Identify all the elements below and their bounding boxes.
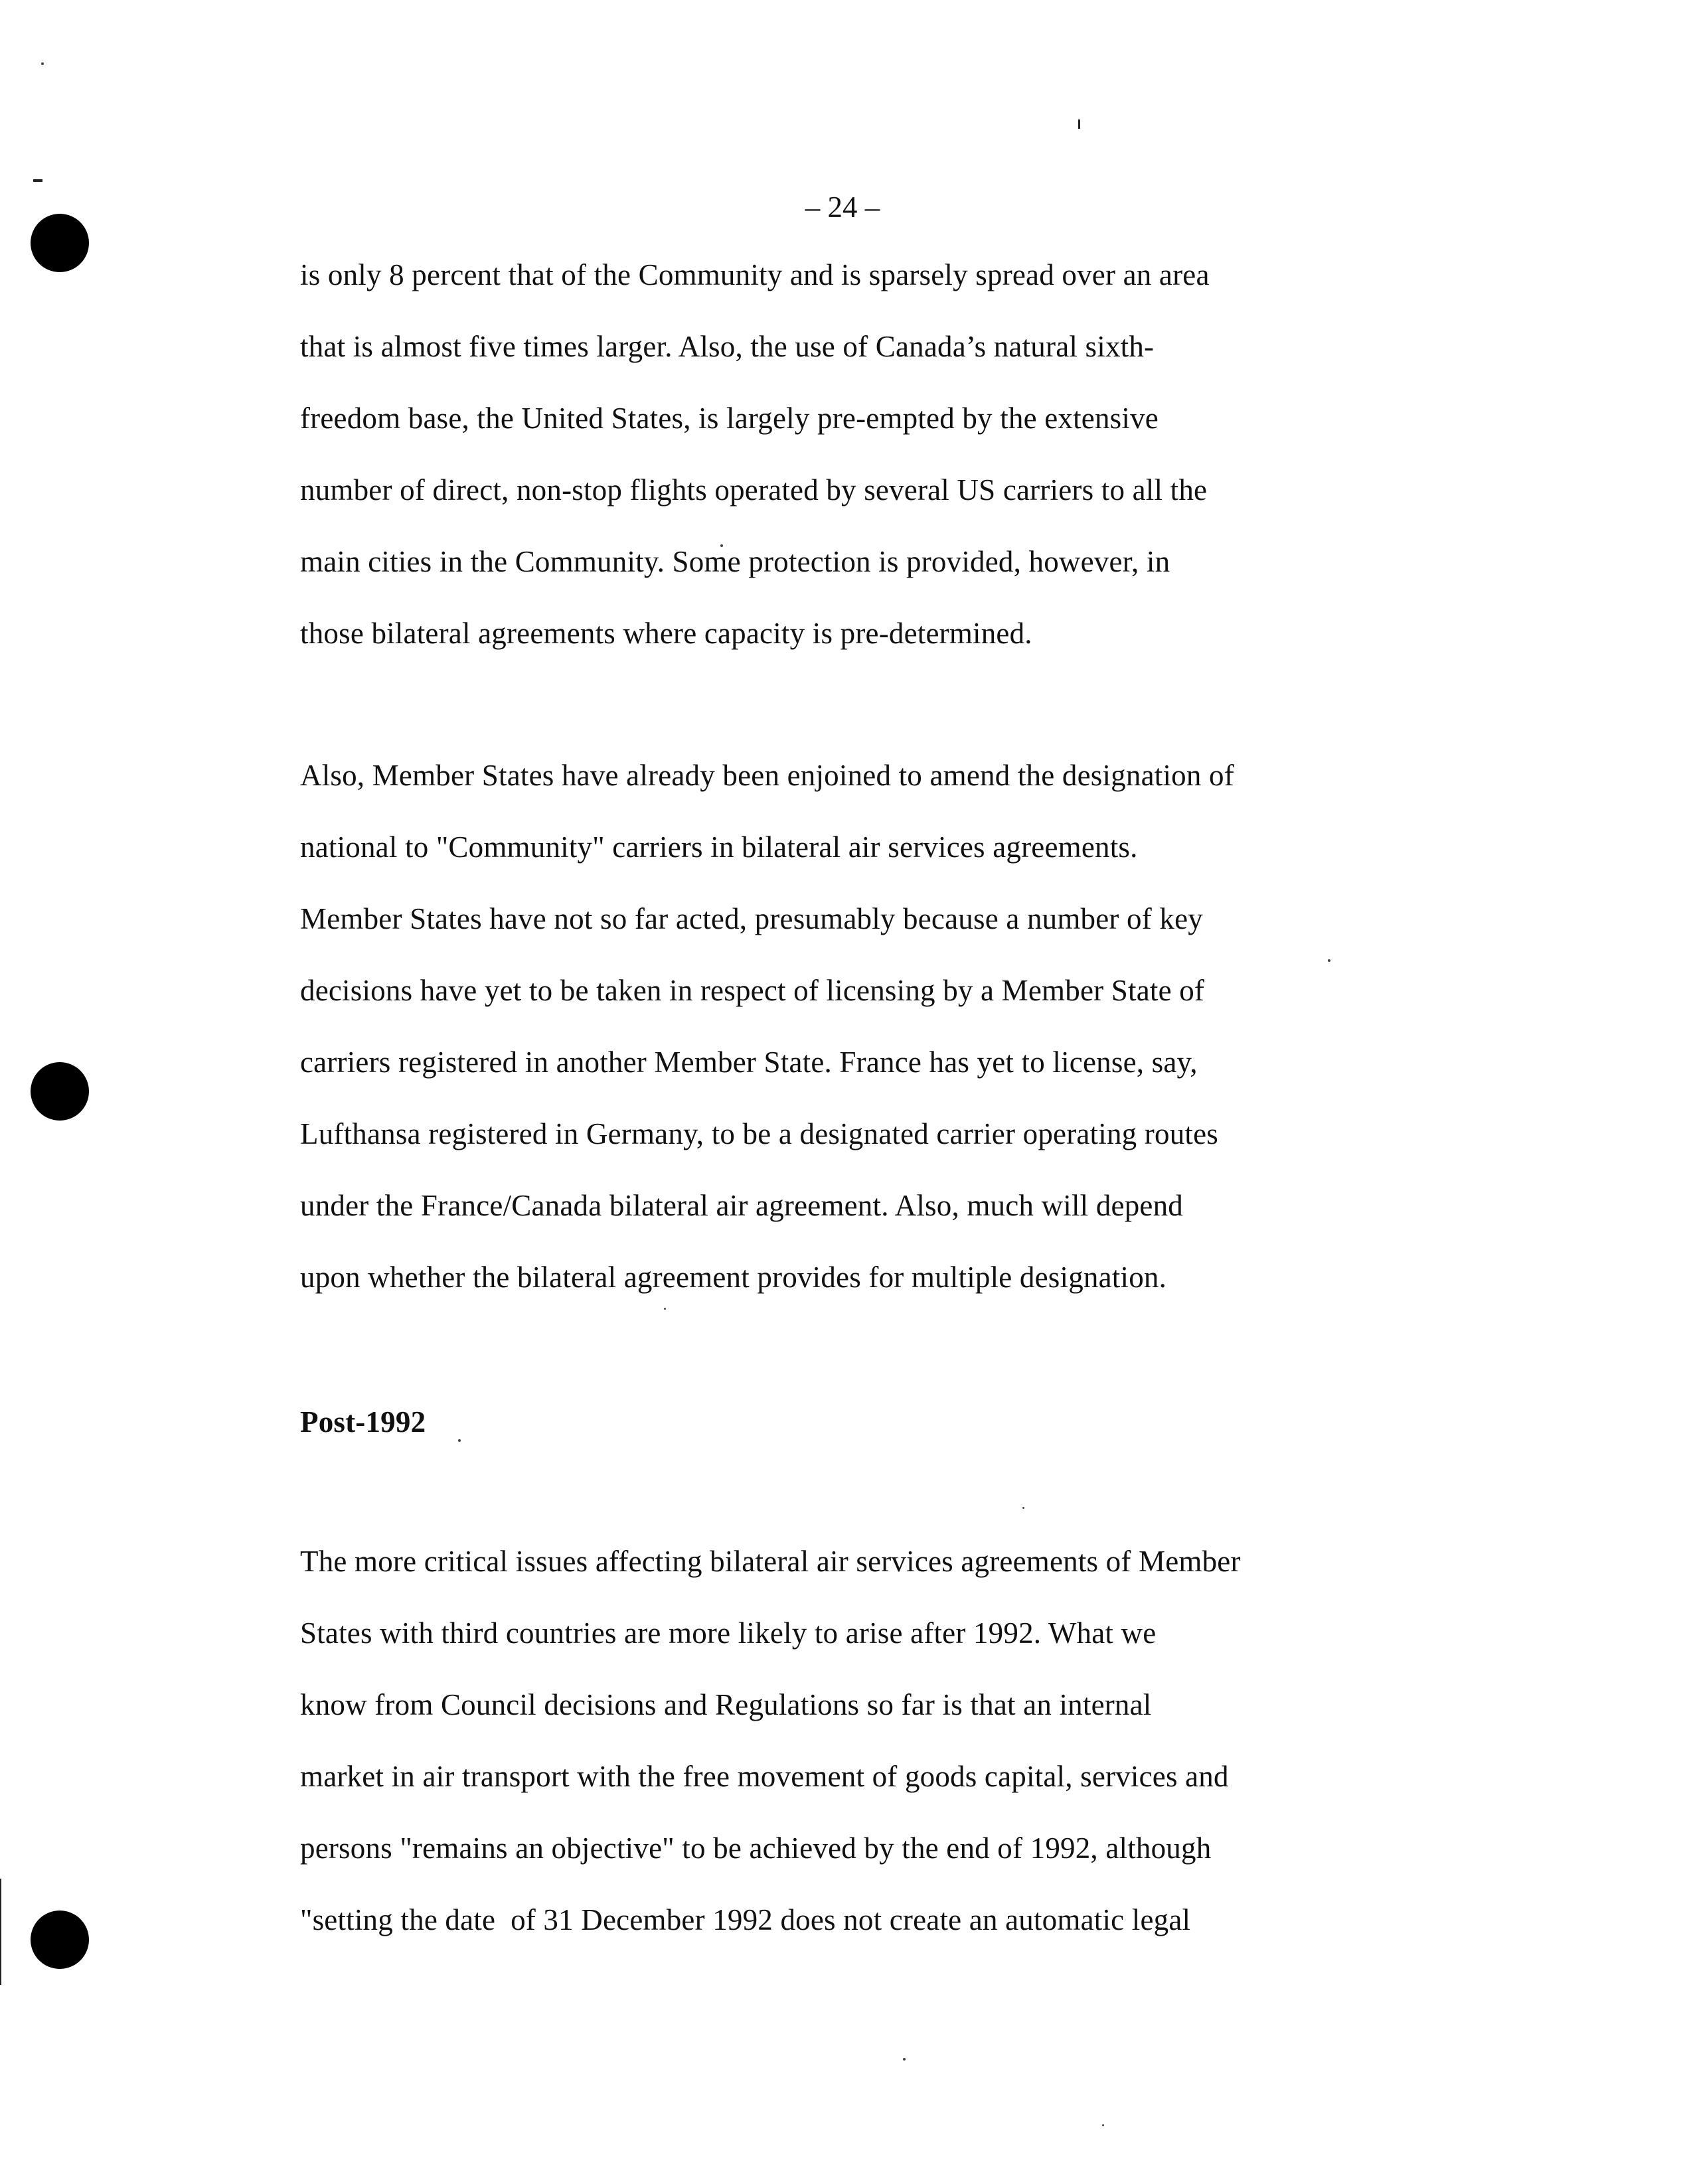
scan-speck (1022, 1507, 1024, 1509)
scan-speck (1328, 959, 1330, 962)
paragraph-1-line: is only 8 percent that of the Community and is sparsely spread over an area (300, 258, 1210, 291)
paragraph-3-line: know from Council decisions and Regulations so far is that an internal (300, 1688, 1152, 1721)
paragraph-1-line: freedom base, the United States, is largely pre-empted by the extensive (300, 402, 1159, 435)
paragraph-2-line: carriers registered in another Member State. France has yet to license, say, (300, 1046, 1198, 1079)
scan-speck (1102, 2124, 1104, 2126)
scan-mark (33, 179, 42, 182)
paragraph-2-line: national to "Community" carriers in bilateral air services agreements. (300, 830, 1138, 864)
paragraph-2-line: Also, Member States have already been enjoined to amend the designation of (300, 759, 1234, 792)
paragraph-2-line: Lufthansa registered in Germany, to be a designated carrier operating routes (300, 1117, 1218, 1150)
paragraph-2-line: decisions have yet to be taken in respect of licensing by a Member State of (300, 974, 1205, 1007)
paragraph-2-line: under the France/Canada bilateral air agreement. Also, much will depend (300, 1189, 1183, 1222)
scan-mark (0, 1879, 1, 1985)
scan-speck (903, 2058, 906, 2061)
paragraph-3-line: The more critical issues affecting bilateral air services agreements of Member (300, 1545, 1241, 1578)
paragraph-1-line: those bilateral agreements where capacity is pre-determined. (300, 617, 1032, 650)
scan-speck (458, 1439, 461, 1442)
section-heading: Post-1992 (300, 1405, 426, 1439)
paragraph-3-line: "setting the date of 31 December 1992 does not create an automatic legal (300, 1903, 1191, 1936)
scan-mark (1078, 119, 1080, 129)
paragraph-3-line: persons "remains an objective" to be achieved by the end of 1992, although (300, 1832, 1212, 1865)
paragraph-2-line: upon whether the bilateral agreement provides for multiple designation. (300, 1261, 1167, 1294)
punch-hole-middle (31, 1062, 89, 1121)
scan-speck (664, 1308, 666, 1310)
paragraph-1-line: main cities in the Community. Some protection is provided, however, in (300, 545, 1170, 578)
page-number: – 24 – (805, 191, 880, 224)
paragraph-3-line: States with third countries are more likely to arise after 1992. What we (300, 1616, 1157, 1650)
paragraph-1-line: number of direct, non-stop flights operated by several US carriers to all the (300, 473, 1208, 507)
paragraph-3-line: market in air transport with the free movement of goods capital, services and (300, 1760, 1229, 1793)
scan-speck (41, 62, 44, 65)
punch-hole-bottom (31, 1911, 89, 1969)
paragraph-2-line: Member States have not so far acted, presumably because a number of key (300, 902, 1203, 935)
paragraph-1-line: that is almost five times larger. Also, the use of Canada’s natural sixth- (300, 330, 1155, 363)
